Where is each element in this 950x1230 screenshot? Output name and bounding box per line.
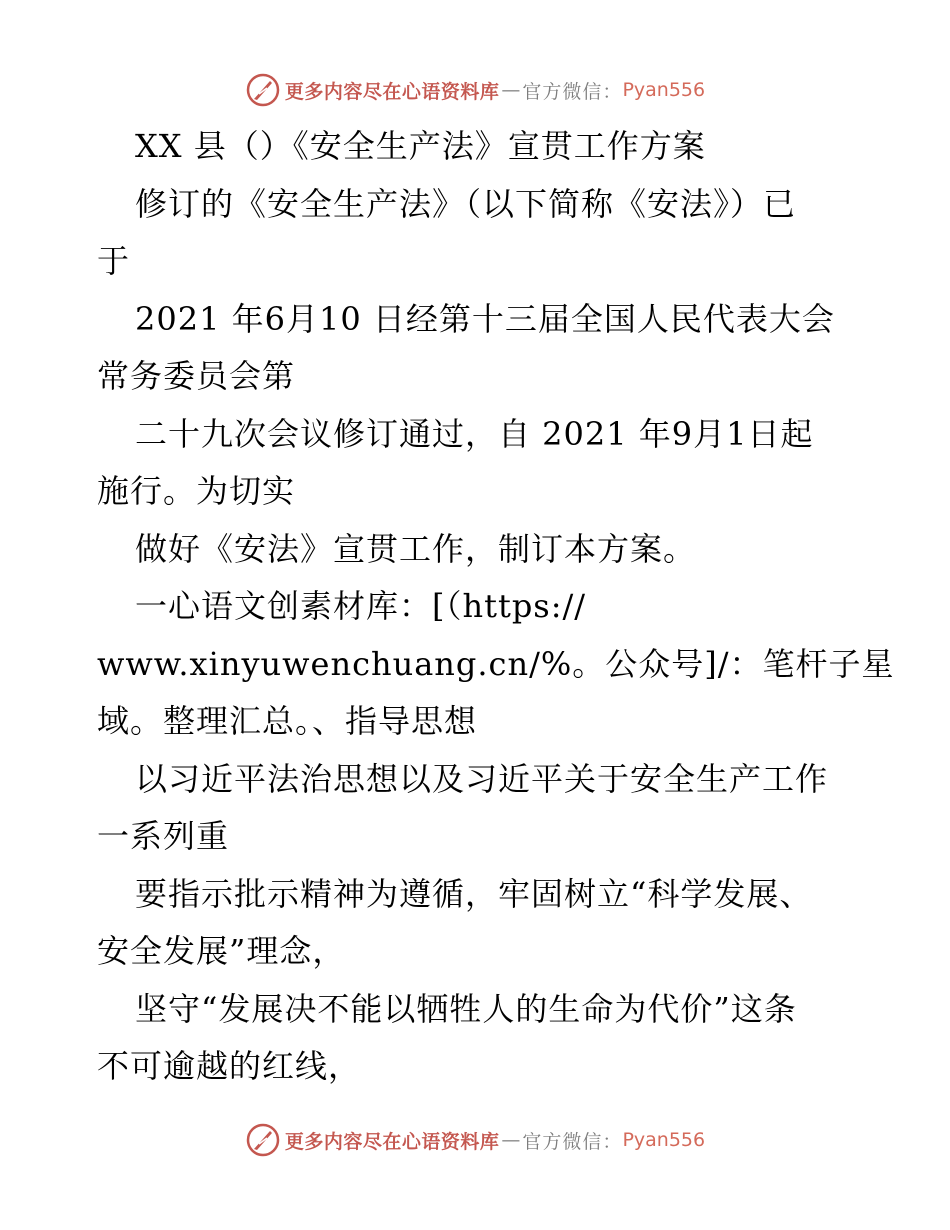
- promo-text: 更多内容尽在心语资料库: [284, 1130, 500, 1153]
- wechat-id: Pyan556: [622, 79, 706, 101]
- text-line: 于: [97, 242, 131, 280]
- text-line: 一心语文创素材库：[（https://: [135, 587, 587, 625]
- section-heading-line: 域。整理汇总。、指导思想: [97, 702, 478, 740]
- banner-separator: —: [501, 1129, 521, 1151]
- text-line: 2021 年6月10 日经第十三届全国人民代表大会: [135, 299, 835, 338]
- text-line: 二十九次会议修订通过，自 2021 年9月1日起: [135, 414, 814, 453]
- wechat-label: 官方微信：: [522, 1130, 623, 1153]
- text-line: 以习近平法治思想以及习近平关于安全生产工作: [135, 759, 829, 798]
- text-line: 坚守“发展决不能以牺牲人的生命为代价”这条: [135, 989, 797, 1028]
- promo-text: 更多内容尽在心语资料库: [284, 80, 500, 103]
- wechat-label: 官方微信：: [522, 80, 623, 103]
- feather-pen-logo-icon: [245, 72, 281, 108]
- text-line: 不可逾越的红线，: [97, 1047, 362, 1085]
- text-line: 施行。为切实: [97, 472, 296, 510]
- text-line: 做好《安法》宣贯工作，制订本方案。: [135, 529, 697, 568]
- text-line: 一系列重: [97, 817, 230, 855]
- text-line: 常务委员会第: [97, 357, 296, 395]
- text-line: 安全发展”理念，: [97, 932, 346, 970]
- footer-banner: [0, 1120, 950, 1160]
- header-banner: [0, 70, 950, 110]
- document-title: XX 县（）《安全生产法》宣贯工作方案: [135, 127, 706, 165]
- text-line: 要指示批示精神为遵循，牢固树立“科学发展、: [135, 874, 813, 913]
- document-body: [97, 118, 895, 1096]
- banner-separator: —: [501, 79, 521, 101]
- text-line: 修订的《安全生产法》（以下简称《安法》）已: [135, 184, 797, 223]
- feather-pen-logo-icon: [245, 1122, 281, 1158]
- text-line: www.xinyuwenchuang.cn/%。公众号]/：笔杆子星: [97, 644, 895, 683]
- wechat-id: Pyan556: [622, 1129, 706, 1151]
